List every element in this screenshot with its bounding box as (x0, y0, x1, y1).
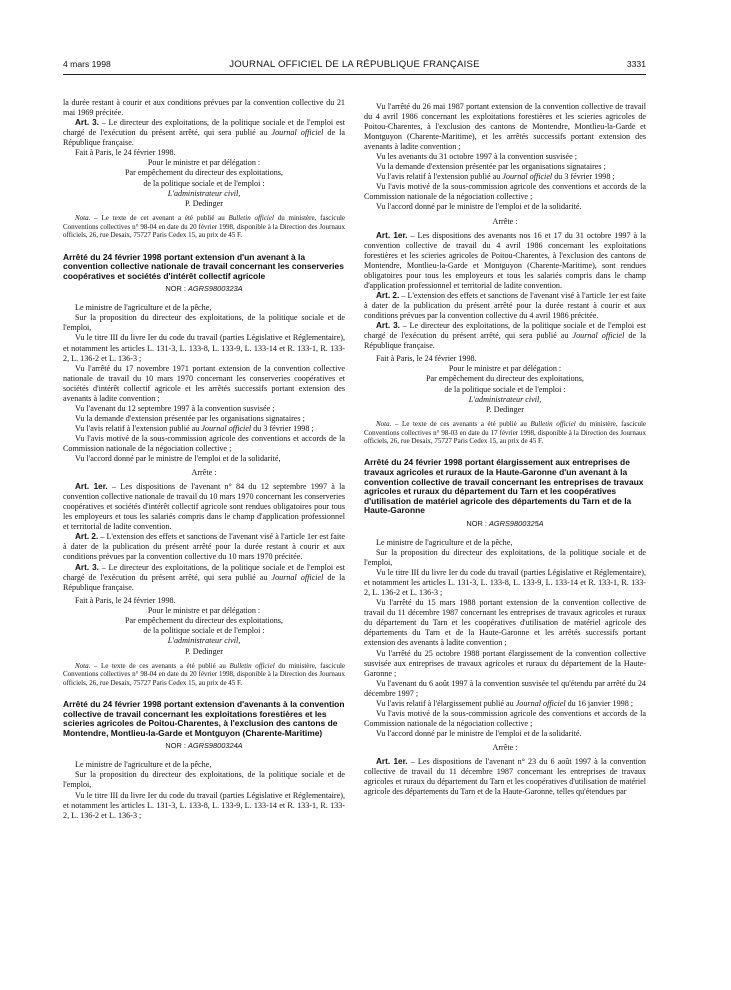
paragraph: Vu l'avenant du 12 septembre 1997 à la convention susvisée ; (75, 403, 275, 413)
paragraph: Sur la proposition du directeur des exploitations, de la politique sociale et de l'emploi, (63, 313, 345, 333)
article-3: Art. 3. – Le directeur des exploitations, de la politique sociale et de l'emploi est chargé de l'exécution du présent arrêté, qui sera publié au Journal officiel de la République française. (364, 320, 646, 351)
paragraph: Vu l'avenant du 6 août 1997 à la convention susvisée tel qu'étendu par arrêté du 24 décembre 1997 ; (364, 678, 646, 698)
nota-note: Nota. – Le texte de ces avenants a été publié au Bulletin officiel du ministère, fascicule Conventions collectives n° 98-03 en date du 17 février 1998, disponible à la Direction des Journaux officiels, 26, rue Desaix, 75727 Paris Cedex 15, au prix de 45 F. (364, 420, 647, 445)
paragraph: la durée restant à courir et aux conditions prévues par la convention collective du 21 mai 1969 précitée. (63, 98, 345, 118)
header-date: 4 mars 1998 (63, 59, 111, 69)
paragraph: Vu l'arrêté du 17 novembre 1971 portant extension de la convention collective nationale de travail du 10 mars 1970 concernant les conserveries coopératives et sociétés d'intérêt collectif agricole et les arrêtés successifs portant extension des avenants à ladite convention ; (63, 363, 345, 403)
paragraph: Vu l'avis motivé de la sous-commission agricole des conventions et accords de la Commission nationale de la négociation collective ; (364, 708, 646, 728)
article-3: Art. 3. – Le directeur des exploitations, de la politique sociale et de l'emploi est chargé de l'exécution du présent arrêté, qui sera publié au Journal officiel de la République française. (63, 562, 345, 592)
signature-date: Fait à Paris, le 24 février 1998. (376, 354, 477, 364)
arrete-heading: Arrête : (492, 742, 518, 752)
decree-title: Arrêté du 24 février 1998 portant élargissement aux entreprises de travaux agricoles et ruraux de la Haute-Garonne d'un avenant à la convention collective de travail concernant les entreprises de travaux agricoles et ruraux du département du Tarn et les coopératives d'utilisation de matériel agricole des départements du Tarn et de la Haute-Garonne (364, 457, 644, 516)
arrete-heading: Arrête : (492, 216, 518, 226)
paragraph: Vu l'avis motivé de la sous-commission agricole des conventions et accords de la Commission nationale de la négociation collective ; (63, 433, 345, 453)
nota-note: Nota. – Le texte de ces avenants a été publié au Bulletin officiel du ministère, fascicule Conventions collectives n° 98-04 en date du 20 février 1998, disponible à la Direction des Journaux officiels, 26, rue Desaix, 75727 Paris Cedex 15, au prix de 45 F. (63, 661, 346, 687)
paragraph: Vu l'arrêté du 15 mars 1988 portant extension de la convention collective de travail du 11 décembre 1987 concernant les entreprises de travaux agricoles et ruraux du département du Tarn et les coopératives d'utilisation de matériel agricole des départements du Tarn et de la Haute-Garonne et les arrêtés successifs portant extension des avenants à ladite convention ; (364, 598, 646, 648)
nor-reference: NOR : AGRS9800324A (165, 741, 243, 751)
paragraph: Vu l'avis relatif à l'élargissement publié au Journal officiel du 16 janvier 1998 ; (376, 698, 634, 708)
signature-block: Pour le ministre et par délégation : Par empêchement du directeur des exploitations, de la politique sociale et de l'emploi : L'administrateur civil, P. Dedinger (125, 605, 283, 656)
paragraph: Vu l'arrêté du 26 mai 1987 portant extension de la convention collective de travail du 4 avril 1986 concernant les exploitations forestières et les scieries agricoles de Poitou-Charentes, à l'exclusion des cantons de Montendre, Montlieu-la-Garde et Montguyon (Charente-Maritime), et les arrêtés successifs portant extension des avenants à ladite convention ; (364, 102, 646, 152)
decree-title: Arrêté du 24 février 1998 portant extension d'avenants à la convention collective de travail concernant les exploitations forestières et les scieries agricoles de Poitou-Charentes, à l'exclusion des cantons de Montendre, Montlieu-la-Garde et Montguyon (Charente-Maritime) (63, 698, 345, 738)
signature-block: Pour le ministre et par délégation : Par empêchement du directeur des exploitations, de la politique sociale et de l'emploi : L'administrateur civil, P. Dedinger (125, 158, 283, 209)
paragraph: Le ministre de l'agriculture et de la pêche, (75, 760, 212, 770)
article-3: Art. 3. – Le directeur des exploitations, de la politique sociale et de l'emploi est chargé de l'exécution du présent arrêté, qui sera publié au Journal officiel de la République française. (63, 118, 345, 148)
paragraph: Vu l'accord donné par le ministre de l'emploi et de la solidarité. (376, 728, 582, 738)
paragraph: Vu l'avis relatif à l'extension publié au Journal officiel du 3 février 1998 ; (376, 172, 615, 182)
nota-note: Nota. – Le texte de cet avenant a été publié au Bulletin officiel du ministère, fascicule Conventions collectives n° 98-04 en date du 20 février 1998, disponible à la Direction des Journaux officiels, 26, rue Desaix, 75727 Paris Cedex 15, au prix de 45 F. (63, 214, 345, 240)
paragraph: Vu l'accord donné par le ministre de l'emploi et de la solidarité, (75, 454, 281, 464)
article-1: Art. 1er. – Les dispositions de l'avenant n° 23 du 6 août 1997 à la convention collective de travail du 11 décembre 1987 concernant les entreprises de travaux agricoles et ruraux du département du Tarn et les coopératives d'utilisation de matériel agricole des départements du Tarn et de la Haute-Garonne, telles qu'étendues par (364, 757, 646, 797)
signature-date: Fait à Paris, le 24 février 1998. (75, 148, 176, 158)
header-rule (63, 74, 646, 75)
article-2: Art. 2. – L'extension des effets et sanctions de l'avenant visé à l'article 1er est faite à dater de la publication du présent arrêté pour la durée restant à courir et aux conditions prévues par la convention collective du 10 mars 1970 précitée. (63, 532, 345, 562)
paragraph: Vu le titre III du livre Ier du code du travail (parties Législative et Réglementaire), et notamment les articles L. 131-3, L. 133-8, L. 133-9, L. 133-14 et R. 133-1, R. 133-2, L. 136-2 et L. 136-3 ; (63, 333, 345, 363)
paragraph: Vu l'avis relatif à l'extension publié au Journal officiel du 3 février 1998 ; (75, 423, 314, 433)
paragraph: Vu la demande d'extension présentée par les organisations signataires ; (376, 162, 606, 172)
signature-block: Pour le ministre et par délégation : Par empêchement du directeur des exploitations, de la politique sociale et de l'emploi : L'administrateur civil, P. Dedinger (426, 364, 584, 414)
paragraph: Vu le titre III du livre Ier du code du travail (parties Législative et Réglementaire), et notamment les articles L. 131-3, L. 133-8, L. 133-9, L. 133-14 et R. 133-1, R. 133-2, L. 136-2 et L. 136-3 ; (364, 568, 646, 598)
right-column (364, 102, 646, 797)
header-page-number: 3331 (626, 59, 646, 69)
nor-reference: NOR : AGRS9800323A (165, 284, 243, 294)
signature-date: Fait à Paris, le 24 février 1998. (75, 595, 176, 605)
article-1: Art. 1er. – Les dispositions de l'avenant n° 84 du 12 septembre 1997 à la convention collective nationale de travail du 10 mars 1970 concernant les conserveries coopératives et sociétés d'intérêt collectif agricole sont rendues obligatoires pour tous les employeurs et tous les salariés compris dans le champ d'application professionnel et territorial de ladite convention. (63, 482, 345, 532)
running-header (63, 59, 646, 73)
article-1: Art. 1er. – Les dispositions des avenants nos 16 et 17 du 31 octobre 1997 à la convention collective de travail du 4 avril 1986 concernant les exploitations forestières et les scieries agricoles de Poitou-Charentes, à l'exclusion des cantons de Montendre, Montlieu-la-Garde et Montguyon (Charente-Maritime), sont rendues obligatoires pour tous les employeurs et tous les salariés compris dans le champ d'application professionnel et territorial de ladite convention. (364, 230, 646, 290)
paragraph: Le ministre de l'agriculture et de la pêche, (376, 538, 513, 548)
paragraph: Vu le titre III du livre Ier du code du travail (parties Législative et Réglementaire), et notamment les articles L. 131-3, L. 133-8, L. 133-9, L. 133-14 et R. 133-1, R. 133-2, L. 136-2 et L. 136-3 ; (63, 790, 345, 820)
left-column (63, 98, 345, 821)
decree-title: Arrêté du 24 février 1998 portant extension d'un avenant à la convention collective nationale de travail concernant les conserveries coopératives et sociétés d'intérêt collectif agricole (63, 251, 344, 281)
paragraph: Vu les avenants du 31 octobre 1997 à la convention susvisée ; (376, 152, 578, 162)
arrete-heading: Arrête : (191, 468, 217, 478)
article-2: Art. 2. – L'extension des effets et sanctions de l'avenant visé à l'article 1er est faite à dater de la publication du présent arrêté pour la durée restant à courir et aux conditions prévues par la convention collective du 4 avril 1986 précitée. (364, 290, 646, 320)
paragraph: Vu l'avis motivé de la sous-commission agricole des conventions et accords de la Commission nationale de la négociation collective ; (364, 182, 646, 202)
header-journal-title: JOURNAL OFFICIEL DE LA RÉPUBLIQUE FRANÇAISE (229, 59, 480, 70)
nor-reference: NOR : AGRS9800325A (466, 518, 544, 528)
paragraph: Vu l'accord donné par le ministre de l'emploi et de la solidarité. (376, 202, 582, 212)
paragraph: Le ministre de l'agriculture et de la pêche, (75, 303, 212, 313)
paragraph: Vu la demande d'extension présentée par les organisations signataires ; (75, 413, 305, 423)
paragraph: Sur la proposition du directeur des exploitations, de la politique sociale et de l'emploi, (63, 770, 345, 790)
paragraph: Vu l'arrêté du 25 octobre 1988 portant élargissement de la convention collective susvisée aux entreprises de travaux agricoles et ruraux du département de la Haute-Garonne ; (364, 648, 646, 678)
paragraph: Sur la proposition du directeur des exploitations, de la politique sociale et de l'emploi, (364, 548, 646, 568)
